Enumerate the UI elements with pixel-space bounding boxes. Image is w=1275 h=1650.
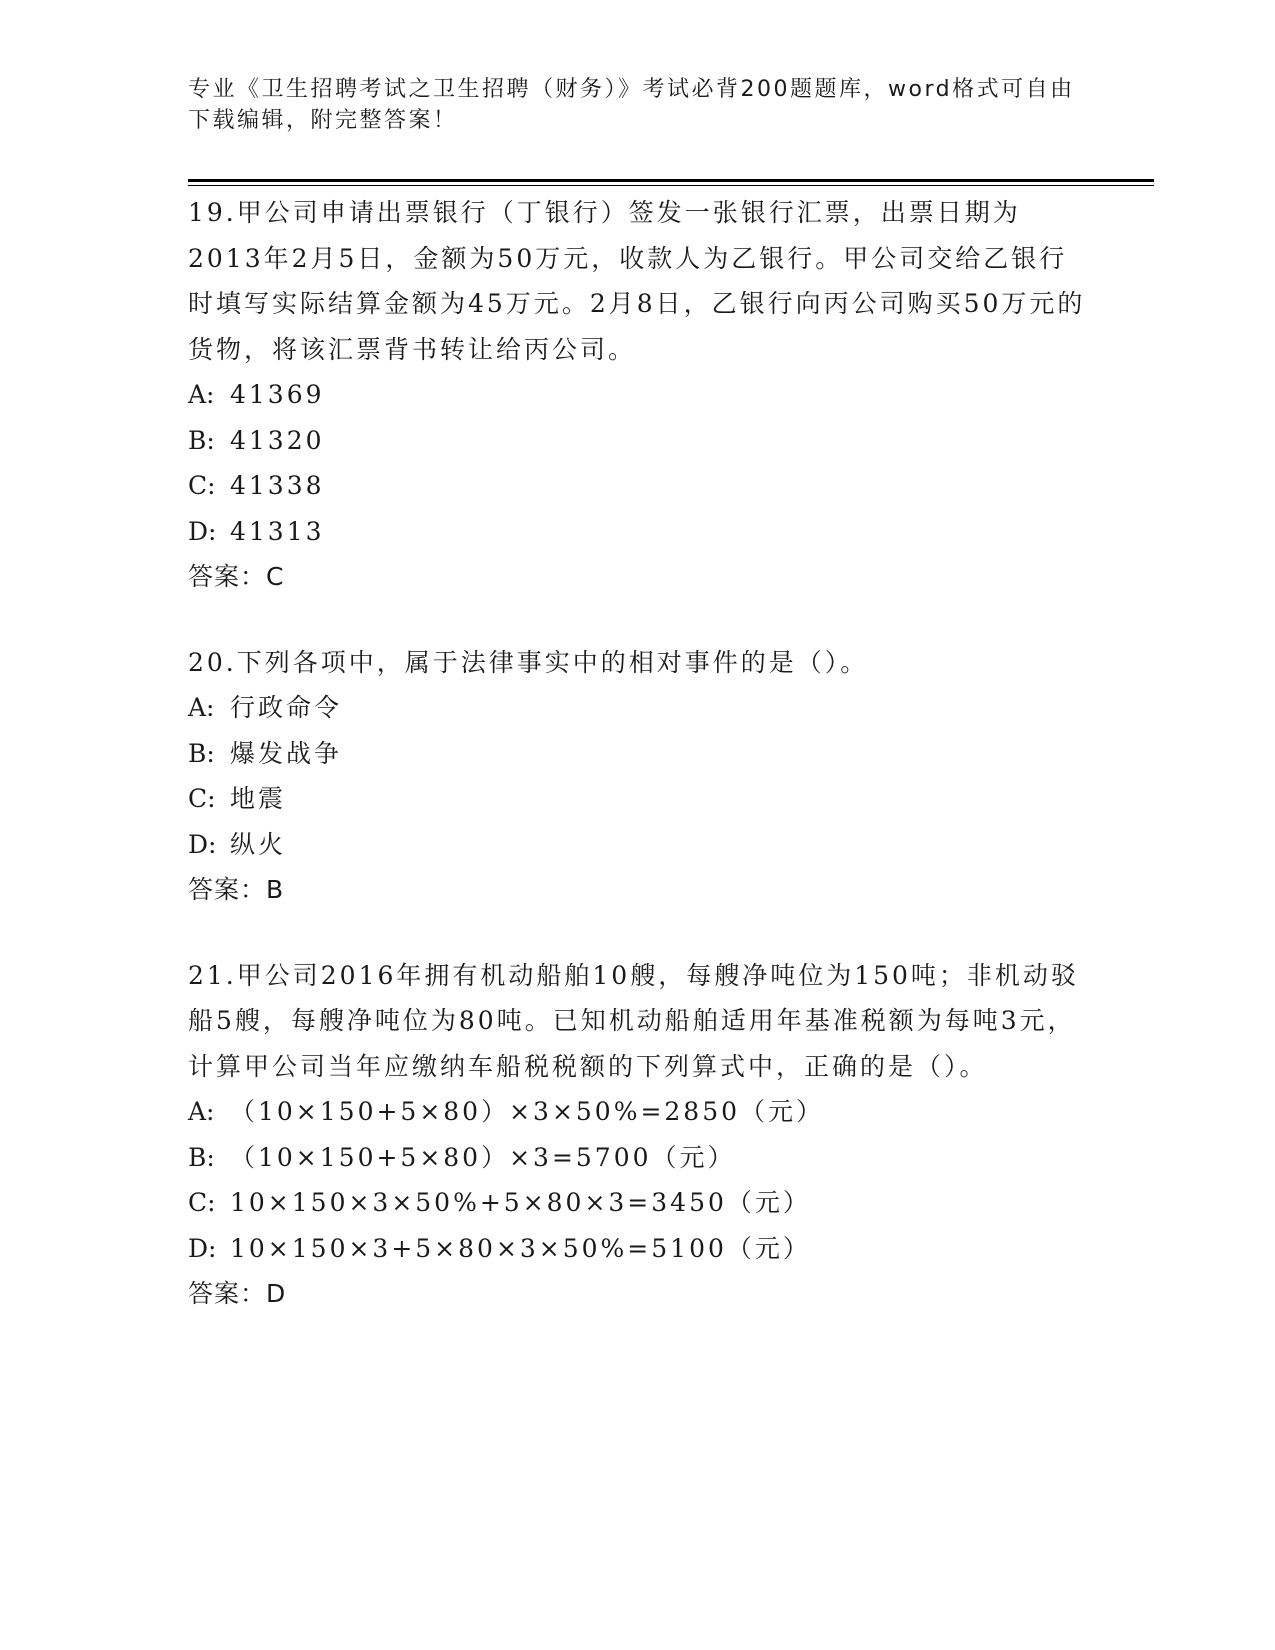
option-text: 地震 xyxy=(230,784,287,813)
option-text: 行政命令 xyxy=(230,693,343,722)
option-c xyxy=(188,463,1088,509)
option-label: B: xyxy=(188,738,215,768)
question-stem: 21.甲公司2016年拥有机动船舶10艘，每艘净吨位为150吨；非机动驳船5艘，每艘净吨位为80吨。已知机动船舶适用年基准税额为每吨3元，计算甲公司当年应缴纳车船税税额的下列算式中，正确的是（）。 xyxy=(188,960,1079,1081)
option-text: 纵火 xyxy=(230,829,287,859)
option-label: D: xyxy=(188,516,217,546)
option-label: C: xyxy=(188,1188,216,1217)
option-list xyxy=(188,372,1088,554)
option-text: 10×150×3+5×80×3×50%=5100（元） xyxy=(230,1233,811,1263)
option-label: A: xyxy=(188,1097,215,1126)
option-b xyxy=(188,1135,1088,1181)
option-label: A: xyxy=(188,380,215,409)
option-b xyxy=(188,731,1088,777)
option-d xyxy=(188,1226,1088,1272)
option-a xyxy=(188,1089,1088,1135)
option-text: 41338 xyxy=(230,471,325,500)
question-list xyxy=(188,190,1088,1357)
header-divider-thick xyxy=(188,179,1154,182)
option-c xyxy=(188,776,1088,822)
question-stem: 19.甲公司申请出票银行（丁银行）签发一张银行汇票，出票日期为2013年2月5日，金额为50万元，收款人为乙银行。甲公司交给乙银行时填写实际结算金额为45万元。2月8日，乙银行向丙公司购买50万元的货物，将该汇票背书转让给丙公司。 xyxy=(188,198,1086,364)
option-label: A: xyxy=(188,693,215,722)
answer-line: 答案：D xyxy=(188,1279,287,1308)
question-21 xyxy=(188,953,1088,1317)
option-text: 41320 xyxy=(230,425,325,455)
option-label: B: xyxy=(188,1142,215,1172)
option-a xyxy=(188,372,1088,418)
answer-line: 答案：C xyxy=(188,562,285,591)
option-text: （10×150+5×80）×3×50%=2850（元） xyxy=(230,1097,825,1126)
option-label: B: xyxy=(188,425,215,455)
header-divider-thin xyxy=(188,185,1154,186)
option-d xyxy=(188,509,1088,555)
option-d xyxy=(188,822,1088,868)
option-text: 41313 xyxy=(230,516,325,546)
option-text: 41369 xyxy=(230,380,325,409)
option-b xyxy=(188,418,1088,464)
option-label: D: xyxy=(188,829,217,859)
answer-line: 答案：B xyxy=(188,875,285,904)
option-text: （10×150+5×80）×3=5700（元） xyxy=(230,1142,736,1172)
question-19 xyxy=(188,190,1088,600)
option-label: C: xyxy=(188,784,216,813)
document-header: 专业《卫生招聘考试之卫生招聘（财务）》考试必背200题题库，word格式可自由下载编辑，附完整答案！ xyxy=(188,77,1075,133)
option-list xyxy=(188,1089,1088,1271)
option-label: C: xyxy=(188,471,216,500)
option-label: D: xyxy=(188,1233,217,1263)
option-c xyxy=(188,1180,1088,1226)
option-text: 爆发战争 xyxy=(230,738,343,768)
option-a xyxy=(188,685,1088,731)
option-list xyxy=(188,685,1088,867)
question-stem: 20.下列各项中，属于法律事实中的相对事件的是（）。 xyxy=(188,647,869,677)
question-20 xyxy=(188,640,1088,913)
option-text: 10×150×3×50%+5×80×3=3450（元） xyxy=(230,1188,811,1217)
